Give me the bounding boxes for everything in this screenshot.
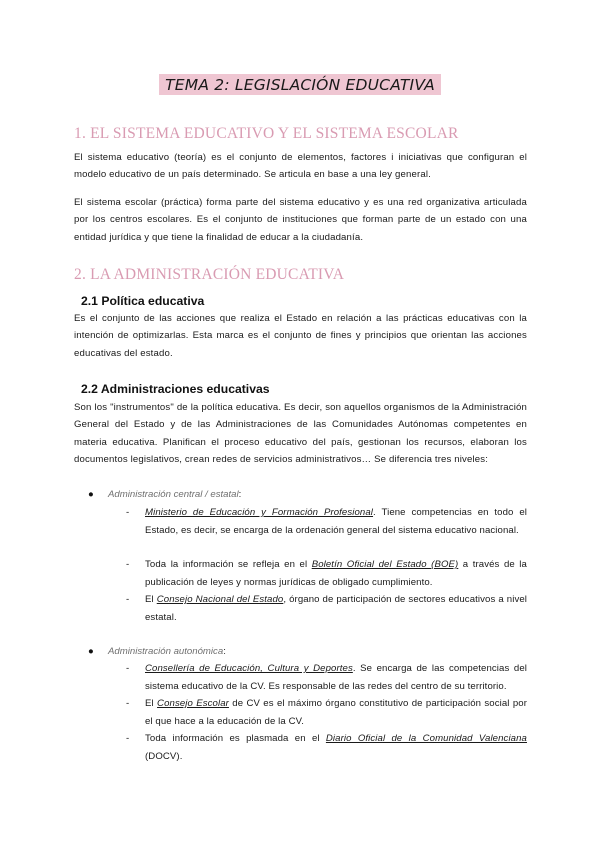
ministry-link[interactable]: Ministerio de Educación y Formación Profesional (145, 507, 374, 518)
text-suffix: . Se encarga de las competencias del sistema educativo de la CV. Es responsable de las redes del centro de su territorio. (145, 663, 527, 692)
text-suffix: . Tiene competencias en todo el Estado, es decir, se encarga de la ordenación general del sistema educativo nacional. (145, 507, 527, 536)
list-item (126, 504, 527, 539)
list-item-text (145, 695, 527, 730)
text-suffix: de CV es el máximo órgano constitutivo de participación social por el que hace a la educación de la CV. (145, 698, 527, 727)
dash-icon: - (126, 559, 130, 570)
list-item (126, 695, 527, 730)
list-item (88, 486, 241, 503)
conselleria-link[interactable]: Consellería de Educación, Cultura y Deportes (145, 663, 353, 674)
list-item (126, 591, 527, 626)
text-suffix: (DOCV). (145, 750, 183, 762)
text-prefix: El (145, 698, 158, 709)
text-suffix: a través de la publicación de leyes y normas jurídicas de obligado cumplimiento. (145, 559, 527, 588)
boe-link[interactable]: Boletín Oficial del Estado (BOE) (311, 559, 459, 570)
text-prefix: Toda la información se refleja en el (145, 559, 312, 570)
bullet-icon: ● (88, 489, 94, 500)
level-colon: : (223, 646, 226, 657)
subsection-2-1-paragraph: Es el conjunto de las acciones que realiza el Estado en relación a las prácticas educativas con la intención de optimizarlas. Esta marca es el conjunto de fines y principios que orientan las acciones educativas del estado. (74, 313, 527, 359)
bullet-icon: ● (88, 646, 94, 657)
section-1-paragraph-2: El sistema escolar (práctica) forma parte del sistema educativo y es una red organizativa articulada por los centros escolares. Es el conjunto de instituciones que forman parte de un estado con una entidad jurídica y que tiene la finalidad de educar a la ciudadanía. (74, 197, 527, 243)
dash-icon: - (126, 733, 130, 744)
level-label: Administración central / estatal (108, 489, 239, 500)
list-item (126, 730, 527, 765)
text-prefix: Toda información es plasmada en el (145, 733, 326, 744)
dash-icon: - (126, 663, 130, 674)
list-item (126, 660, 527, 695)
subsection-2-1-heading: 2.1 Política educativa (81, 294, 205, 308)
section-1-heading: 1. EL SISTEMA EDUCATIVO Y EL SISTEMA ESCOLAR (74, 125, 459, 142)
text-suffix: , órgano de participación de sectores educativos a nivel estatal. (145, 594, 528, 623)
consejo-escolar-link[interactable]: Consejo Escolar (157, 698, 229, 709)
list-item-text (145, 730, 527, 765)
dash-icon: - (126, 507, 130, 518)
list-item-text (145, 556, 527, 591)
list-item-text (145, 591, 527, 626)
text-prefix: El (145, 594, 157, 605)
consejo-nacional-link[interactable]: Consejo Nacional del Estado (156, 594, 284, 605)
level-colon: : (238, 489, 242, 500)
list-item-text (145, 504, 527, 539)
dash-icon: - (126, 594, 130, 605)
list-item (126, 556, 527, 591)
docv-link[interactable]: Diario Oficial de la Comunidad Valenciana (325, 733, 527, 744)
level-label: Administración autonómica (108, 646, 224, 657)
section-1-paragraph-1: El sistema educativo (teoría) es el conjunto de elementos, factores i iniciativas que configuran el modelo educativo de un país determinado. Se articula en base a una ley general. (74, 152, 527, 181)
dash-icon: - (126, 698, 130, 709)
list-item (88, 643, 226, 660)
page-title: TEMA 2: LEGISLACIÓN EDUCATIVA (159, 74, 441, 95)
section-2-heading: 2. LA ADMINISTRACIÓN EDUCATIVA (74, 266, 345, 283)
subsection-2-2-paragraph: Son los "instrumentos" de la política educativa. Es decir, son aquellos organismos de la Administración General del Estado y de las Administraciones de las Comunidades Autónomas competentes en materia educativa. Planifican el proceso educativo del país, gestionan los recursos, elaboran los documentos legislativos, crean redes de servicios administrativos… Se diferencia tres niveles: (74, 402, 527, 465)
subsection-2-2-heading: 2.2 Administraciones educativas (81, 382, 270, 396)
list-item-text (145, 660, 527, 695)
title-container (0, 74, 600, 95)
